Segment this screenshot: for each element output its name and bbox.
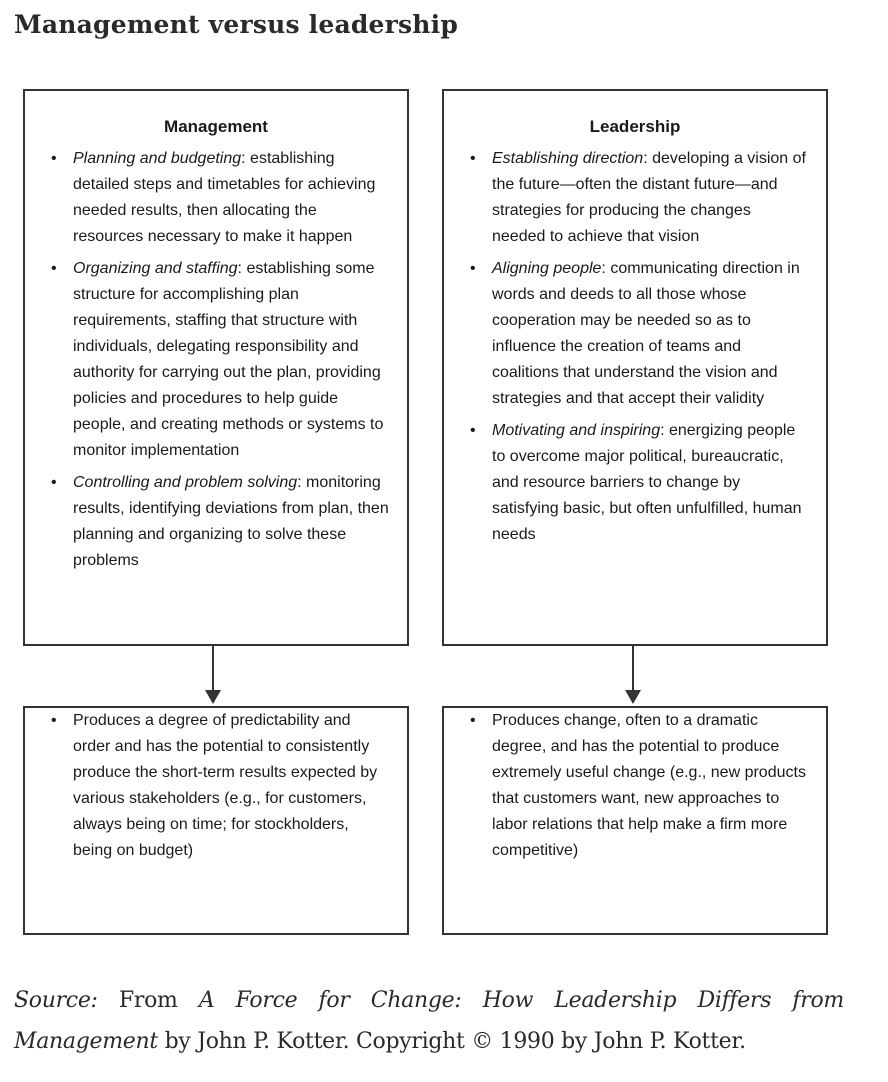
management-outcome-box bbox=[23, 706, 409, 935]
item-text: : establishing detailed steps and timetables for achieving needed results, then allocating the resources necessary to make it happen bbox=[73, 150, 376, 245]
item-term: Establishing direction bbox=[492, 150, 644, 167]
leadership-outcome-list bbox=[444, 708, 826, 864]
item-term: Planning and budgeting bbox=[73, 150, 242, 167]
item-text: : energizing people to overcome major political, bureaucratic, and resource barriers to change by satisfying basic, but often unfulfilled, human needs bbox=[492, 422, 802, 543]
management-item-organizing bbox=[73, 256, 389, 464]
leadership-item-aligning bbox=[492, 256, 808, 412]
item-term: Aligning people bbox=[492, 260, 602, 277]
management-outcome-list bbox=[25, 708, 407, 864]
down-arrow-icon bbox=[625, 690, 641, 704]
management-item-planning bbox=[73, 146, 389, 250]
management-title: Management bbox=[164, 117, 268, 136]
item-term: Motivating and inspiring bbox=[492, 422, 661, 439]
source-citation bbox=[14, 980, 844, 1062]
leadership-outcome-box bbox=[442, 706, 828, 935]
leadership-item-direction bbox=[492, 146, 808, 250]
item-text: : developing a vision of the future—often the distant future—and strategies for producing the changes needed to achieve that vision bbox=[492, 150, 806, 245]
management-arrow-line bbox=[212, 646, 214, 692]
source-label: Source: bbox=[14, 988, 98, 1013]
item-text: : monitoring results, identifying deviations from plan, then planning and organizing to solve these problems bbox=[73, 474, 389, 569]
source-suffix: by John P. Kotter. Copyright © 1990 by John P. Kotter. bbox=[157, 1029, 746, 1054]
item-term: Controlling and problem solving bbox=[73, 474, 298, 491]
source-prefix: From bbox=[97, 988, 199, 1013]
down-arrow-icon bbox=[205, 690, 221, 704]
management-outcome: • Produces a degree of predictability and order and has the potential to consistently produce the short-term results expected by various stakeholders (e.g., for customers, always being on time; for stockholders, being on budget) bbox=[73, 708, 389, 864]
leadership-outcome: • Produces change, often to a dramatic degree, and has the potential to produce extremely useful change (e.g., new products that customers want, new approaches to labor relations that help make a firm more competitive) bbox=[492, 708, 808, 864]
leadership-functions-list bbox=[444, 146, 826, 548]
leadership-arrow-line bbox=[632, 646, 634, 692]
source-book-title: A Force for Change: How Leadership Differs from Management bbox=[14, 988, 844, 1054]
management-item-controlling bbox=[73, 470, 389, 574]
item-term: Organizing and staffing bbox=[73, 260, 238, 277]
management-functions-list bbox=[25, 146, 407, 574]
item-text: : establishing some structure for accomplishing plan requirements, staffing that structure with individuals, delegating responsibility and authority for carrying out the plan, providing policies and procedures to help guide people, and creating methods or systems to monitor implementation bbox=[73, 260, 384, 459]
management-box bbox=[23, 89, 409, 646]
leadership-item-motivating bbox=[492, 418, 808, 548]
leadership-title: Leadership bbox=[589, 117, 681, 136]
page-heading: Management versus leadership bbox=[14, 10, 459, 39]
leadership-box bbox=[442, 89, 828, 646]
item-text: : communicating direction in words and deeds to all those whose cooperation may be needed so as to influence the creation of teams and coalitions that understand the vision and strategies and that accept their validity bbox=[492, 260, 800, 407]
